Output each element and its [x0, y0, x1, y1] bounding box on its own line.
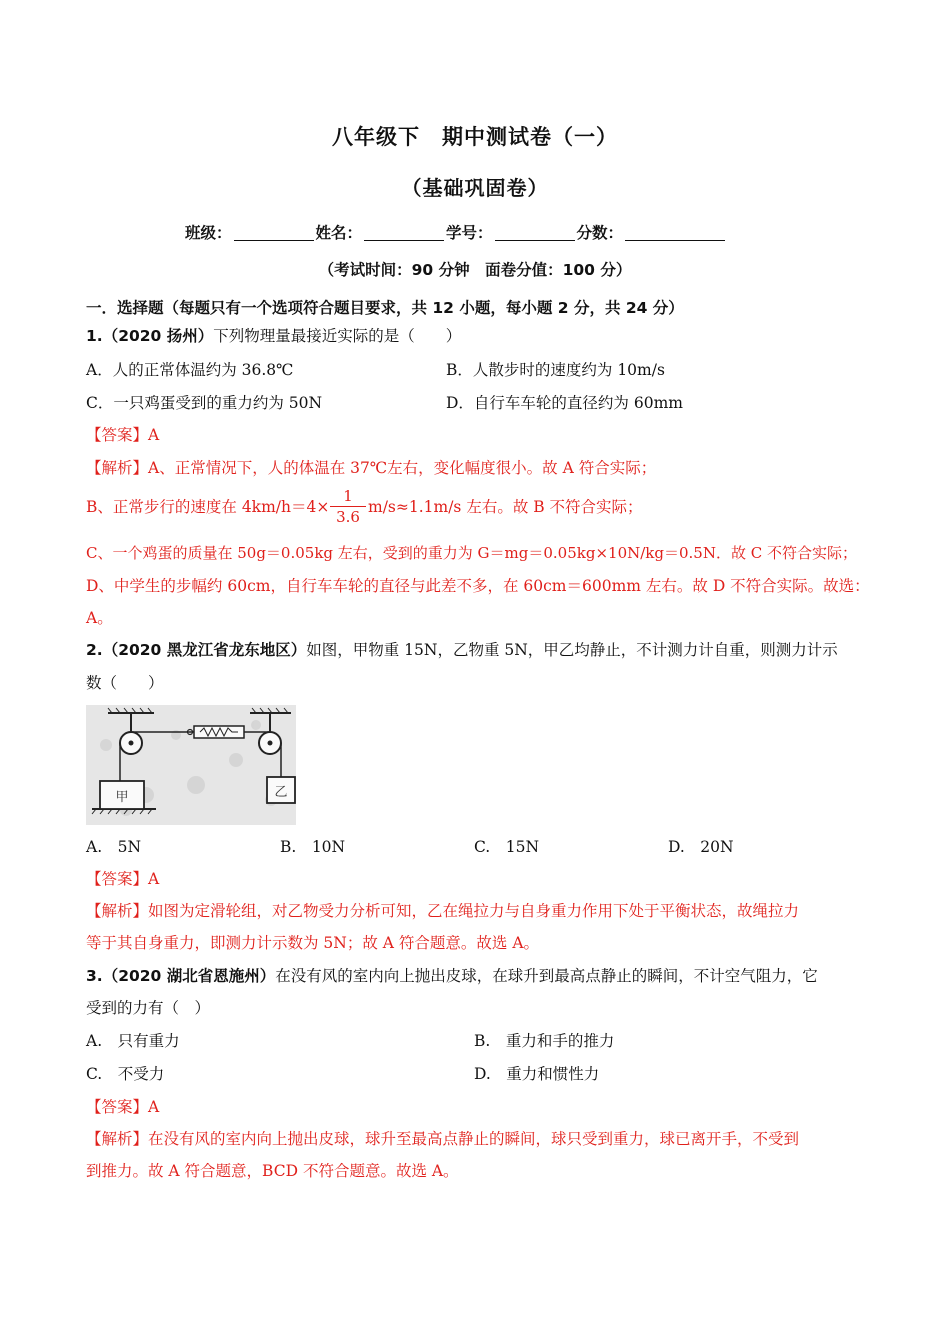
question-3-number: 3. [86, 967, 103, 985]
q3-option-b: B. 重力和手的推力 [474, 1032, 615, 1050]
question-1-number: 1. [86, 327, 103, 345]
q1-explanation-line-5: A。 [86, 609, 113, 627]
question-1-stem [86, 326, 461, 346]
q2-option-d: D. 20N [668, 838, 734, 856]
q3-option-a: A. 只有重力 [86, 1032, 180, 1050]
q1-explanation-line-1: 【解析】A、正常情况下，人的体温在 37℃左右，变化幅度很小。故 A 符合实际； [86, 459, 657, 477]
q3-option-c: C. 不受力 [86, 1065, 165, 1083]
question-2-stem [86, 640, 838, 660]
q2-option-b: B. 10N [280, 838, 346, 856]
name-label: 姓名： [315, 224, 363, 242]
q1-fraction-denominator: 3.6 [336, 508, 360, 526]
exam-info: （考试时间：90 分钟 面卷分值：100 分） [318, 261, 632, 279]
q2-explanation-line-2: 等于其自身重力，即测力计示数为 5N；故 A 符合题意。故选 A。 [86, 934, 540, 952]
q1-fraction-numerator: 1 [343, 487, 353, 505]
question-1-text: 下列物理量最接近实际的是（ ） [213, 327, 462, 345]
question-3-stem [86, 966, 818, 986]
q2-answer: 【答案】A [86, 870, 160, 888]
q1-option-d: D．自行车车轮的直径约为 60mm [446, 394, 683, 412]
q1-fraction [330, 487, 366, 526]
question-2-source: （2020 黑龙江省龙东地区） [102, 641, 307, 659]
q3-answer: 【答案】A [86, 1098, 160, 1116]
id-blank [495, 224, 575, 241]
pulley-figure [86, 705, 296, 825]
question-3-text-2: 受到的力有（ ） [86, 999, 211, 1017]
q2-option-a: A. 5N [86, 838, 142, 856]
student-info-fields [185, 223, 727, 243]
block-jia-label: 甲 [115, 790, 129, 805]
score-label: 分数： [576, 224, 624, 242]
question-3-text-1: 在没有风的室内向上抛出皮球，在球升到最高点静止的瞬间，不计空气阻力，它 [275, 967, 818, 985]
q2-explanation-line-1: 【解析】如图为定滑轮组，对乙物受力分析可知，乙在绳拉力与自身重力作用下处于平衡状态，故绳拉力 [86, 902, 800, 920]
pulley-diagram [86, 705, 296, 825]
q2-option-c: C. 15N [474, 838, 540, 856]
question-2-text-2: 数（ ） [86, 674, 164, 692]
q1-answer: 【答案】A [86, 426, 160, 444]
q1-option-a: A．人的正常体温约为 36.8℃ [86, 361, 294, 379]
q1-explanation-line-3: C、一个鸡蛋的质量在 50g＝0.05kg 左右，受到的重力为 G＝mg＝0.05kg×10N/kg＝0.5N．故 C 不符合实际； [86, 544, 857, 562]
q1-explanation-line-4: D、中学生的步幅约 60cm，自行车车轮的直径与此差不多，在 60cm＝600mm 左右。故 D 不符合实际。故选： [86, 577, 870, 595]
question-2-number: 2. [86, 641, 103, 659]
question-1-source: （2020 扬州） [102, 327, 214, 345]
page-subtitle: （基础巩固卷） [401, 176, 549, 200]
name-blank [364, 224, 444, 241]
question-2-text-1: 如图，甲物重 15N，乙物重 5N，甲乙均静止，不计测力计自重，则测力计示 [306, 641, 838, 659]
score-blank [625, 224, 725, 241]
q1-option-b: B．人散步时的速度约为 10m/s [446, 361, 665, 379]
question-3-source: （2020 湖北省恩施州） [102, 967, 276, 985]
q3-explanation-line-2: 到推力。故 A 符合题意，BCD 不符合题意。故选 A。 [86, 1162, 459, 1180]
q3-explanation-line-1: 【解析】在没有风的室内向上抛出皮球，球升至最高点静止的瞬间，球只受到重力，球已离开手，不受到 [86, 1130, 800, 1148]
q1-option-c: C．一只鸡蛋受到的重力约为 50N [86, 394, 323, 412]
q3-option-d: D. 重力和惯性力 [474, 1065, 600, 1083]
block-yi-label: 乙 [274, 785, 288, 800]
id-label: 学号： [446, 224, 493, 242]
class-blank [234, 224, 314, 241]
page-title: 八年级下 期中测试卷（一） [332, 125, 618, 149]
class-label: 班级： [185, 224, 232, 242]
section-heading: 一．选择题（每题只有一个选项符合题目要求，共 12 小题，每小题 2 分，共 24 分） [86, 299, 684, 317]
q1-explanation-line-2a: B、正常步行的速度在 4km/h＝4× [86, 498, 330, 516]
q1-fraction-bar [330, 506, 366, 507]
q1-explanation-line-2b: m/s≈1.1m/s 左右。故 B 不符合实际； [368, 498, 643, 516]
